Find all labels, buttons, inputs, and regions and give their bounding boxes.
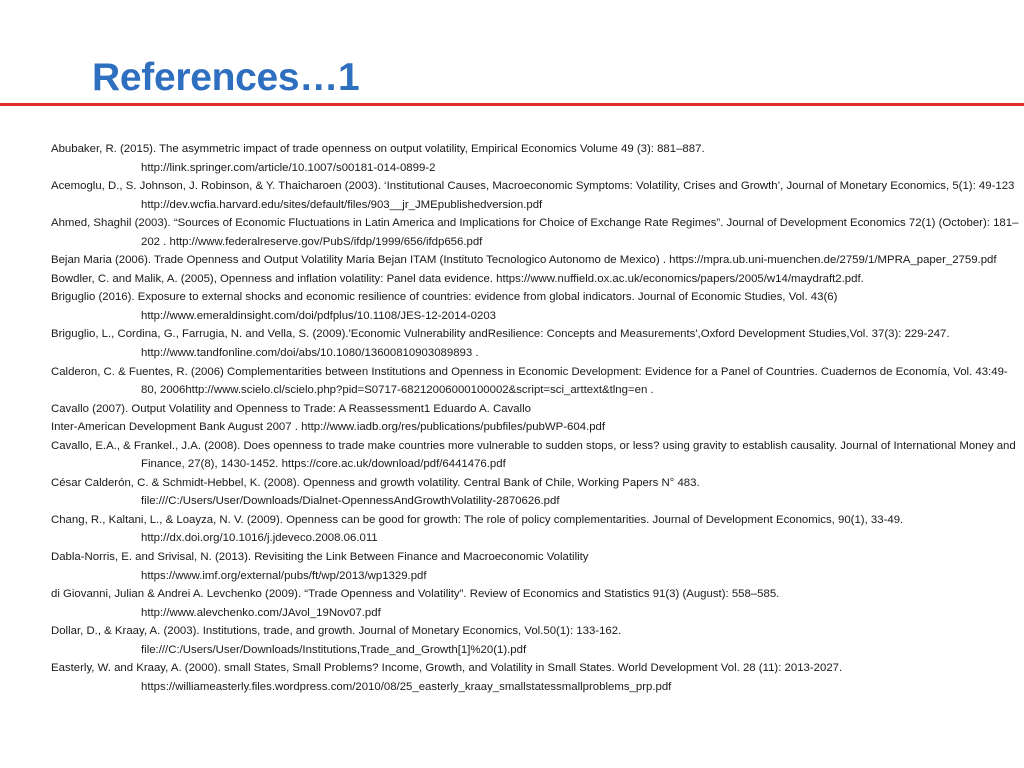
- reference-item: [51, 659, 1019, 696]
- slide-title: References…1: [92, 56, 360, 99]
- reference-text: César Calderón, C. & Schmidt-Hebbel, K. (2008). Openness and growth volatility. Central Bank of Chile, Working Papers N° 483.: [51, 476, 700, 489]
- reference-text: Inter-American Development Bank August 2007 .: [51, 421, 298, 434]
- reference-text: Chang, R., Kaltani, L., & Loayza, N. V. (2009). Openness can be good for growth: The role of policy complementarities. Journal of Development Economics, 90(1), 33-49.: [51, 513, 904, 526]
- reference-text: Cavallo, E.A., & Frankel., J.A. (2008). Does openness to trade make countries more vulnerable to sudden stops, or less? using gravity to establish causality. Journal of International Money and Finance, 27(8), 1430-1452.: [51, 439, 1016, 471]
- reference-item: [51, 585, 1019, 622]
- reference-text: Briguglio, L., Cordina, G., Farrugia, N. and Vella, S. (2009).'Economic Vulnerability andResilience: Concepts and Measurements',Oxford Development Studies,Vol. 37(3): 229-247.: [51, 328, 950, 341]
- reference-text: Briguglio (2016). Exposure to external shocks and economic resilience of countries: evidence from global indicators. Journal of Economic Studies, Vol. 43(6): [51, 291, 838, 304]
- reference-link[interactable]: http://www.alevchenko.com/JAvol_19Nov07.pdf: [141, 606, 381, 619]
- reference-link[interactable]: file:///C:/Users/User/Downloads/Institutions,Trade_and_Growth[1]%20(1).pdf: [141, 643, 527, 656]
- reference-item: [51, 270, 1019, 289]
- reference-item: [51, 251, 1019, 270]
- reference-item: [51, 325, 1019, 362]
- reference-item: [51, 363, 1019, 400]
- reference-link[interactable]: http://dx.doi.org/10.1016/j.jdeveco.2008.06.011: [141, 532, 378, 545]
- reference-link[interactable]: http://www.emeraldinsight.com/doi/pdfplus/10.1108/JES-12-2014-0203: [141, 309, 497, 322]
- reference-link[interactable]: https://mpra.ub.uni-muenchen.de/2759/1/MPRA_paper_2759.pdf: [669, 254, 997, 267]
- reference-link[interactable]: http://www.iadb.org/res/publications/pubfiles/pubWP-604.pdf: [301, 421, 606, 434]
- reference-item: [51, 511, 1019, 548]
- reference-link[interactable]: http://dev.wcfia.harvard.edu/sites/default/files/903__jr_JMEpublishedversion.pdf: [141, 198, 543, 211]
- reference-text: di Giovanni, Julian & Andrei A. Levchenko (2009). “Trade Openness and Volatility”. Review of Economics and Statistics 91(3) (August): 558–585.: [51, 588, 780, 601]
- reference-text: Acemoglu, D., S. Johnson, J. Robinson, & Y. Thaicharoen (2003). ‘Institutional Causes, Macroeconomic Symptoms: Volatility, Crises and Growth’, Journal of Monetary Economics, 5(1): 49-123: [51, 180, 1015, 193]
- reference-text: Calderon, C. & Fuentes, R. (2006) Complementarities between Institutions and Openness in Economic Development: Evidence for a Panel of Countries. Cuadernos de Economía, Vol. 43:49-80, 2006: [51, 365, 1008, 397]
- reference-item: [51, 622, 1019, 659]
- reference-link[interactable]: https://williameasterly.files.wordpress.com/2010/08/25_easterly_kraay_smallstatessmallproblems_prp.pdf: [141, 680, 672, 693]
- reference-link[interactable]: https://www.imf.org/external/pubs/ft/wp/2013/wp1329.pdf: [141, 569, 427, 582]
- reference-item: [51, 140, 1019, 177]
- reference-item: [51, 214, 1019, 251]
- reference-text: Dollar, D., & Kraay, A. (2003). Institutions, trade, and growth. Journal of Monetary Economics, Vol.50(1): 133-162.: [51, 625, 622, 638]
- reference-text: Bowdler, C. and Malik, A. (2005), Openness and inflation volatility: Panel data evidence.: [51, 272, 493, 285]
- reference-text: Bejan Maria (2006). Trade Openness and Output Volatility Maria Bejan ITAM (Instituto Tecnologico Autonomo de Mexico) .: [51, 254, 666, 267]
- reference-item: [51, 437, 1019, 474]
- reference-item: [51, 474, 1019, 511]
- reference-text: Dabla-Norris, E. and Srivisal, N. (2013). Revisiting the Link Between Finance and Macroeconomic Volatility: [51, 551, 589, 564]
- reference-link[interactable]: http://www.federalreserve.gov/PubS/ifdp/1999/656/ifdp656.pdf: [169, 235, 483, 248]
- reference-link[interactable]: file:///C:/Users/User/Downloads/Dialnet-OpennessAndGrowthVolatility-2870626.pdf: [141, 495, 560, 508]
- reference-link[interactable]: https://core.ac.uk/download/pdf/6441476.pdf: [281, 458, 506, 471]
- reference-text: Abubaker, R. (2015). The asymmetric impact of trade openness on output volatility, Empirical Economics Volume 49 (3): 881–887.: [51, 143, 705, 155]
- reference-item: [51, 548, 1019, 585]
- reference-list: [51, 140, 1019, 696]
- reference-item: [51, 400, 1019, 419]
- reference-item: [51, 418, 1019, 437]
- reference-item: [51, 177, 1019, 214]
- reference-link[interactable]: http://www.scielo.cl/scielo.php?pid=S0717-68212006000100002&script=sci_arttext&tlng=en .: [185, 384, 654, 397]
- reference-text: Cavallo (2007). Output Volatility and Openness to Trade: A Reassessment1 Eduardo A. Cavallo: [51, 402, 531, 415]
- reference-link[interactable]: https://www.nuffield.ox.ac.uk/economics/papers/2005/w14/maydraft2.pdf.: [496, 272, 864, 285]
- reference-item: [51, 288, 1019, 325]
- reference-text: Easterly, W. and Kraay, A. (2000). small States, Small Problems? Income, Growth, and Volatility in Small States. World Development Vol. 28 (11): 2013-2027.: [51, 662, 843, 675]
- reference-text: Ahmed, Shaghil (2003). “Sources of Economic Fluctuations in Latin America and Implications for Choice of Exchange Rate Regimes”. Journal of Development Economics 72(1) (October): 181–202 .: [51, 217, 1019, 248]
- reference-link[interactable]: http://www.tandfonline.com/doi/abs/10.1080/13600810903089893 .: [141, 347, 479, 360]
- reference-link[interactable]: http://link.springer.com/article/10.1007/s00181-014-0899-2: [141, 161, 436, 174]
- title-divider: [0, 103, 1024, 106]
